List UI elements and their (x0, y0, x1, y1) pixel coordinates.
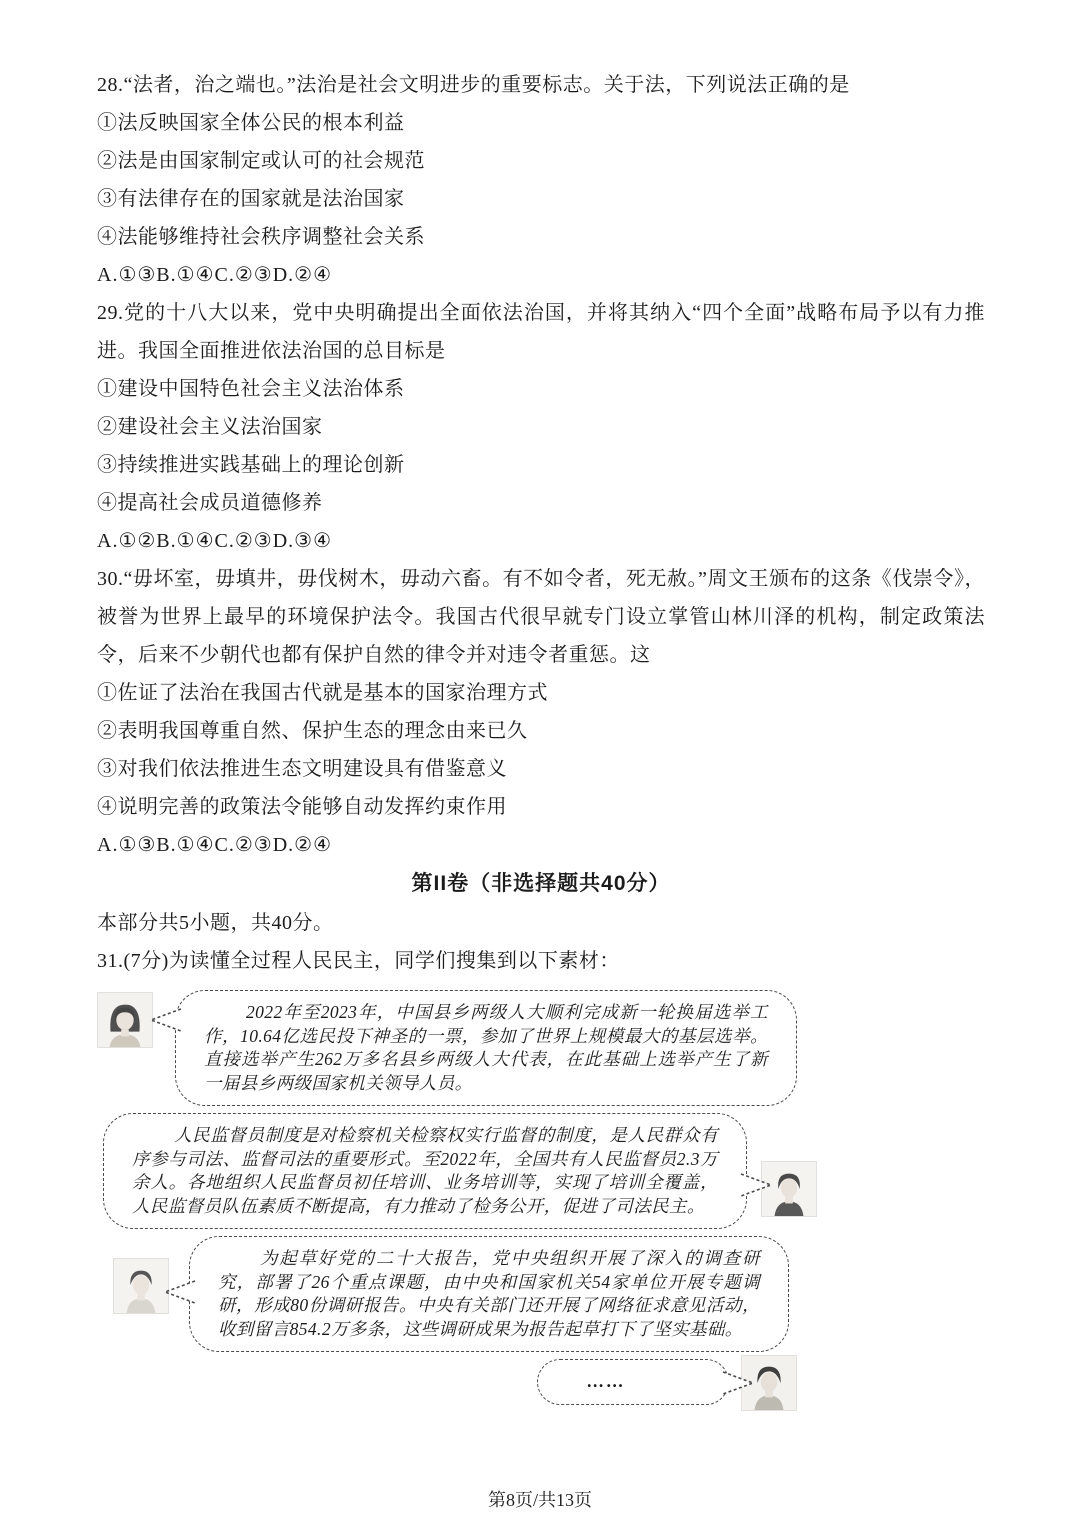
question-30-stem: 30.“毋坏室，毋填井，毋伐树木，毋动六畜。有不如令者，死无赦。”周文王颁布的这条《伐崇令》，被誉为世界上最早的环境保护法令。我国古代很早就专门设立掌管山林川泽的机构，制定政策法令，后来不少朝代也都有保护自然的律令并对违令者重惩。这 (97, 568, 985, 666)
question-29-option-3: ③持续推进实践基础上的理论创新 (97, 454, 405, 476)
question-29 (97, 294, 985, 560)
question-29-option-2: ②建设社会主义法治国家 (97, 416, 323, 438)
speech-bubble-1-text: 2022年至2023年，中国县乡两级人大顺利完成新一轮换届选举工作，10.64亿选民投下神圣的一票，参加了世界上规模最大的基层选举。直接选举产生262万多名县乡两级人大代表，在此基础上选举产生了新一届县乡两级国家机关领导人员。 (204, 1002, 768, 1093)
section2-title: 第II卷（非选择题共40分） (411, 872, 671, 895)
bubble-tail-right-icon (740, 1170, 774, 1200)
question-28-option-4: ④法能够维持社会秩序调整社会关系 (97, 226, 425, 248)
bubble-tail-left-icon (162, 1277, 196, 1307)
question-30-option-4: ④说明完善的政策法令能够自动发挥约束作用 (97, 796, 507, 818)
speech-bubble-3-text: 为起草好党的二十大报告，党中央组织开展了深入的调查研究，部署了26个重点课题，由中央和国家机关54家单位开展专题调研，形成80份调研报告。中央有关部门还开展了网络征求意见活动，收到留言854.2万多条，这些调研成果为报告起草打下了坚实基础。 (218, 1248, 760, 1339)
question-29-stem: 29.党的十八大以来，党中央明确提出全面依法治国，并将其纳入“四个全面”战略布局予以有力推进。我国全面推进依法治国的总目标是 (97, 302, 985, 362)
material-row-3 (113, 1236, 985, 1352)
page-indicator: 第8页/共13页 (487, 1490, 592, 1510)
section2-note: 本部分共5小题，共40分。 (97, 912, 334, 934)
question-30-choices: A.①③B.①④C.②③D.②④ (97, 834, 333, 856)
page-footer (0, 1486, 1080, 1512)
question-28 (97, 66, 985, 294)
speech-bubble-2-text: 人民监督员制度是对检察机关检察权实行监督的制度，是人民群众有序参与司法、监督司法的重要形式。至2022年，全国共有人民监督员2.3万余人。各地组织人民监督员初任培训、业务培训等，实现了培训全覆盖，人民监督员队伍素质不断提高，有力推动了检务公开，促进了司法民主。 (132, 1125, 718, 1216)
bubble-tail-left-icon (148, 1005, 182, 1035)
question-28-stem: 28.“法者，治之端也。”法治是社会文明进步的重要标志。关于法，下列说法正确的是 (97, 74, 850, 96)
question-29-option-1: ①建设中国特色社会主义法治体系 (97, 378, 405, 400)
boy-student-avatar-2 (113, 1258, 169, 1314)
material-row-1 (97, 990, 985, 1106)
question-31-intro: 31.(7分)为读懂全过程人民民主，同学们搜集到以下素材： (97, 950, 620, 972)
speech-bubble-1 (175, 990, 797, 1106)
question-28-choices: A.①③B.①④C.②③D.②④ (97, 264, 333, 286)
boy-avatar-icon (114, 1259, 168, 1313)
girl-avatar-icon (98, 993, 152, 1047)
question-28-option-2: ②法是由国家制定或认可的社会规范 (97, 150, 425, 172)
question-30-option-3: ③对我们依法推进生态文明建设具有借鉴意义 (97, 758, 507, 780)
girl-student-avatar (97, 992, 153, 1048)
speech-bubble-2 (103, 1113, 747, 1229)
question-30 (97, 560, 985, 864)
question-28-option-1: ①法反映国家全体公民的根本利益 (97, 112, 405, 134)
material-row-4 (97, 1359, 797, 1411)
question-28-option-3: ③有法律存在的国家就是法治国家 (97, 188, 405, 210)
speech-bubble-3 (189, 1236, 789, 1352)
material-row-2 (103, 1113, 985, 1229)
question-31-materials (97, 990, 985, 1411)
question-29-choices: A.①②B.①④C.②③D.③④ (97, 530, 333, 552)
bubble-tail-right-icon (722, 1368, 756, 1398)
question-30-option-2: ②表明我国尊重自然、保护生态的理念由来已久 (97, 720, 528, 742)
question-30-option-1: ①佐证了法治在我国古代就是基本的国家治理方式 (97, 682, 548, 704)
question-29-option-4: ④提高社会成员道德修养 (97, 492, 323, 514)
speech-bubble-4-text: …… (587, 1371, 626, 1391)
speech-bubble-4 (537, 1359, 729, 1405)
